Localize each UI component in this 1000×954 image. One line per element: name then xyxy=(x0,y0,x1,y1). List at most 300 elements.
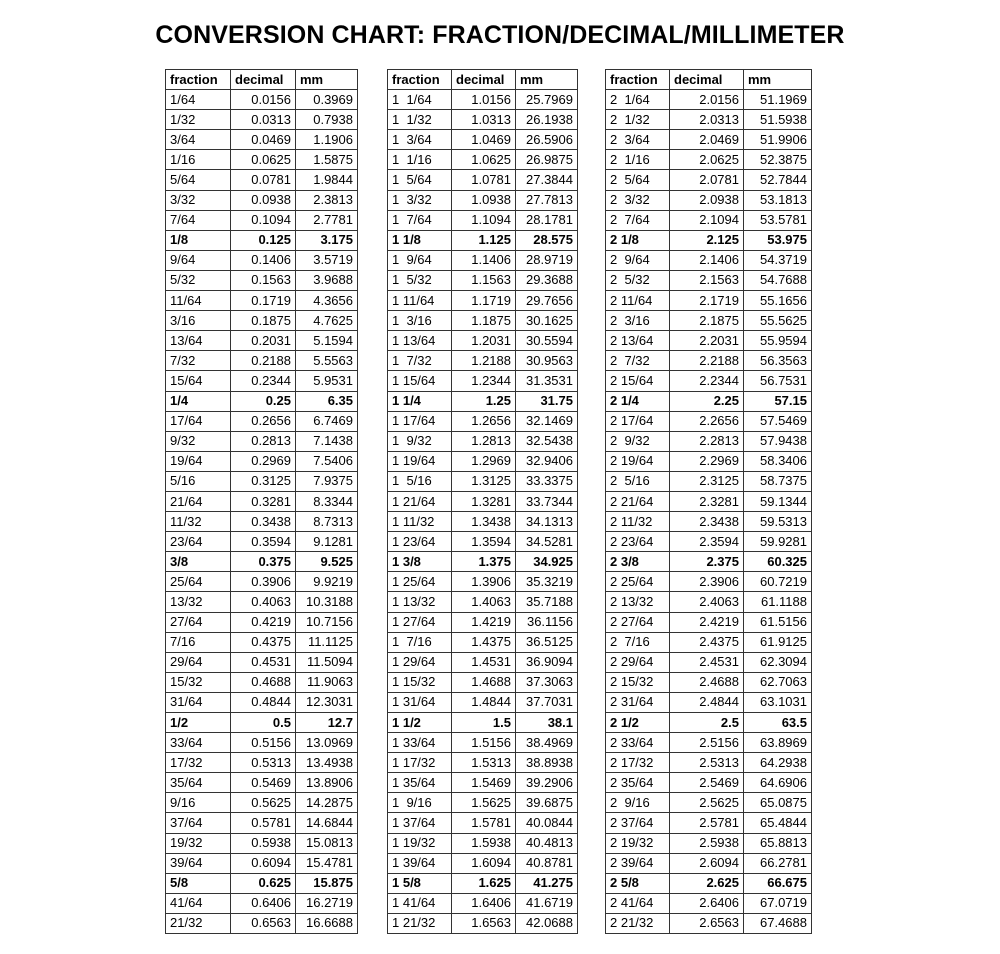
fraction-cell: 1 7/32 xyxy=(388,351,452,371)
decimal-cell: 1.6094 xyxy=(452,853,516,873)
decimal-cell: 1.2813 xyxy=(452,431,516,451)
decimal-cell: 0.3438 xyxy=(231,512,296,532)
column-gap xyxy=(578,351,606,371)
page-title: CONVERSION CHART: FRACTION/DECIMAL/MILLIMETER xyxy=(155,21,845,49)
fraction-cell: 2 1/32 xyxy=(606,110,670,130)
mm-cell: 67.0719 xyxy=(744,893,812,913)
column-gap xyxy=(358,371,388,391)
mm-cell: 16.2719 xyxy=(296,893,358,913)
mm-cell: 51.5938 xyxy=(744,110,812,130)
mm-cell: 3.175 xyxy=(296,230,358,250)
column-gap xyxy=(358,170,388,190)
mm-cell: 13.0969 xyxy=(296,733,358,753)
fraction-cell: 15/32 xyxy=(166,672,231,692)
column-gap xyxy=(358,230,388,250)
mm-cell: 29.7656 xyxy=(516,291,578,311)
column-gap xyxy=(578,913,606,933)
mm-cell: 37.7031 xyxy=(516,692,578,712)
column-gap xyxy=(578,672,606,692)
fraction-cell: 1 9/32 xyxy=(388,431,452,451)
decimal-cell: 2.4844 xyxy=(670,692,744,712)
column-gap xyxy=(578,632,606,652)
mm-cell: 61.1188 xyxy=(744,592,812,612)
fraction-cell: 1/32 xyxy=(166,110,231,130)
mm-cell: 59.9281 xyxy=(744,532,812,552)
mm-cell: 2.3813 xyxy=(296,190,358,210)
mm-cell: 58.3406 xyxy=(744,451,812,471)
decimal-cell: 2.3125 xyxy=(670,471,744,491)
column-gap xyxy=(578,250,606,270)
fraction-cell: 2 5/8 xyxy=(606,873,670,893)
table-row xyxy=(166,592,812,612)
fraction-cell: 3/32 xyxy=(166,190,231,210)
mm-cell: 3.5719 xyxy=(296,250,358,270)
decimal-cell: 0.3281 xyxy=(231,491,296,511)
fraction-cell: 2 9/32 xyxy=(606,431,670,451)
mm-cell: 28.575 xyxy=(516,230,578,250)
fraction-cell: 1 15/32 xyxy=(388,672,452,692)
decimal-cell: 1.2656 xyxy=(452,411,516,431)
decimal-cell: 0.5469 xyxy=(231,773,296,793)
mm-cell: 57.5469 xyxy=(744,411,812,431)
table-row xyxy=(166,331,812,351)
mm-cell: 63.8969 xyxy=(744,733,812,753)
decimal-cell: 1.0781 xyxy=(452,170,516,190)
fraction-cell: 39/64 xyxy=(166,853,231,873)
column-gap xyxy=(358,753,388,773)
table-row xyxy=(166,190,812,210)
decimal-cell: 0.6563 xyxy=(231,913,296,933)
mm-cell: 59.5313 xyxy=(744,512,812,532)
decimal-cell: 2.4063 xyxy=(670,592,744,612)
decimal-cell: 0.5313 xyxy=(231,753,296,773)
mm-cell: 62.7063 xyxy=(744,672,812,692)
column-gap xyxy=(358,572,388,592)
decimal-cell: 0.0313 xyxy=(231,110,296,130)
decimal-cell: 2.2656 xyxy=(670,411,744,431)
decimal-cell: 2.0156 xyxy=(670,90,744,110)
fraction-cell: 1 3/16 xyxy=(388,311,452,331)
decimal-cell: 0.2813 xyxy=(231,431,296,451)
group-3-decimal-header: decimal xyxy=(670,70,744,90)
column-gap xyxy=(578,612,606,632)
mm-cell: 15.0813 xyxy=(296,833,358,853)
fraction-cell: 2 17/64 xyxy=(606,411,670,431)
decimal-cell: 0.25 xyxy=(231,391,296,411)
column-gap xyxy=(578,90,606,110)
decimal-cell: 0.2656 xyxy=(231,411,296,431)
mm-cell: 67.4688 xyxy=(744,913,812,933)
mm-cell: 26.9875 xyxy=(516,150,578,170)
column-gap xyxy=(578,311,606,331)
group-1-fraction-header: fraction xyxy=(166,70,231,90)
mm-cell: 59.1344 xyxy=(744,491,812,511)
decimal-cell: 1.6406 xyxy=(452,893,516,913)
mm-cell: 34.925 xyxy=(516,552,578,572)
table-row xyxy=(166,612,812,632)
fraction-cell: 1 5/16 xyxy=(388,471,452,491)
fraction-cell: 2 25/64 xyxy=(606,572,670,592)
fraction-cell: 1 39/64 xyxy=(388,853,452,873)
decimal-cell: 0.4844 xyxy=(231,692,296,712)
mm-cell: 8.3344 xyxy=(296,491,358,511)
fraction-cell: 1 13/32 xyxy=(388,592,452,612)
mm-cell: 51.1969 xyxy=(744,90,812,110)
mm-cell: 13.4938 xyxy=(296,753,358,773)
fraction-cell: 2 23/64 xyxy=(606,532,670,552)
mm-cell: 3.9688 xyxy=(296,270,358,290)
mm-cell: 6.7469 xyxy=(296,411,358,431)
mm-cell: 25.7969 xyxy=(516,90,578,110)
mm-cell: 55.1656 xyxy=(744,291,812,311)
fraction-cell: 2 1/4 xyxy=(606,391,670,411)
column-gap xyxy=(358,471,388,491)
table-row xyxy=(166,893,812,913)
fraction-cell: 1/8 xyxy=(166,230,231,250)
mm-cell: 42.0688 xyxy=(516,913,578,933)
mm-cell: 4.7625 xyxy=(296,311,358,331)
column-gap xyxy=(578,532,606,552)
mm-cell: 63.5 xyxy=(744,713,812,733)
fraction-cell: 2 1/2 xyxy=(606,713,670,733)
decimal-cell: 0.5625 xyxy=(231,793,296,813)
mm-cell: 5.9531 xyxy=(296,371,358,391)
decimal-cell: 2.0625 xyxy=(670,150,744,170)
mm-cell: 52.7844 xyxy=(744,170,812,190)
decimal-cell: 2.5781 xyxy=(670,813,744,833)
fraction-cell: 1 9/16 xyxy=(388,793,452,813)
decimal-cell: 1.3594 xyxy=(452,532,516,552)
column-gap xyxy=(578,491,606,511)
fraction-cell: 29/64 xyxy=(166,652,231,672)
column-gap xyxy=(578,210,606,230)
column-gap xyxy=(578,230,606,250)
table-row xyxy=(166,371,812,391)
fraction-cell: 1 1/64 xyxy=(388,90,452,110)
mm-cell: 66.2781 xyxy=(744,853,812,873)
mm-cell: 30.9563 xyxy=(516,351,578,371)
column-gap xyxy=(358,733,388,753)
fraction-cell: 2 1/64 xyxy=(606,90,670,110)
mm-cell: 9.525 xyxy=(296,552,358,572)
column-gap xyxy=(358,190,388,210)
column-gap xyxy=(358,793,388,813)
decimal-cell: 2.25 xyxy=(670,391,744,411)
group-2-mm-header: mm xyxy=(516,70,578,90)
fraction-cell: 5/16 xyxy=(166,471,231,491)
fraction-cell: 2 19/32 xyxy=(606,833,670,853)
fraction-cell: 2 3/8 xyxy=(606,552,670,572)
decimal-cell: 2.625 xyxy=(670,873,744,893)
mm-cell: 53.5781 xyxy=(744,210,812,230)
column-gap xyxy=(358,291,388,311)
table-row xyxy=(166,90,812,110)
decimal-cell: 1.25 xyxy=(452,391,516,411)
decimal-cell: 2.6563 xyxy=(670,913,744,933)
column-gap xyxy=(358,512,388,532)
mm-cell: 52.3875 xyxy=(744,150,812,170)
table-row xyxy=(166,170,812,190)
fraction-cell: 17/32 xyxy=(166,753,231,773)
fraction-cell: 2 7/64 xyxy=(606,210,670,230)
decimal-cell: 1.1406 xyxy=(452,250,516,270)
decimal-cell: 2.4375 xyxy=(670,632,744,652)
mm-cell: 29.3688 xyxy=(516,270,578,290)
fraction-cell: 2 13/64 xyxy=(606,331,670,351)
fraction-cell: 25/64 xyxy=(166,572,231,592)
fraction-cell: 2 15/32 xyxy=(606,672,670,692)
decimal-cell: 1.5781 xyxy=(452,813,516,833)
decimal-cell: 1.2969 xyxy=(452,451,516,471)
mm-cell: 7.9375 xyxy=(296,471,358,491)
decimal-cell: 2.375 xyxy=(670,552,744,572)
group-1-mm-header: mm xyxy=(296,70,358,90)
mm-cell: 56.7531 xyxy=(744,371,812,391)
mm-cell: 11.5094 xyxy=(296,652,358,672)
mm-cell: 38.1 xyxy=(516,713,578,733)
decimal-cell: 1.4219 xyxy=(452,612,516,632)
mm-cell: 54.7688 xyxy=(744,270,812,290)
decimal-cell: 1.1563 xyxy=(452,270,516,290)
fraction-cell: 1 29/64 xyxy=(388,652,452,672)
table-row xyxy=(166,813,812,833)
fraction-cell: 1 1/16 xyxy=(388,150,452,170)
fraction-cell: 3/8 xyxy=(166,552,231,572)
column-gap xyxy=(578,793,606,813)
fraction-cell: 2 1/8 xyxy=(606,230,670,250)
mm-cell: 10.7156 xyxy=(296,612,358,632)
mm-cell: 56.3563 xyxy=(744,351,812,371)
decimal-cell: 1.3125 xyxy=(452,471,516,491)
mm-cell: 34.1313 xyxy=(516,512,578,532)
column-gap xyxy=(358,592,388,612)
fraction-cell: 7/32 xyxy=(166,351,231,371)
table-row xyxy=(166,652,812,672)
mm-cell: 26.1938 xyxy=(516,110,578,130)
header-row xyxy=(166,70,812,90)
table-row xyxy=(166,270,812,290)
fraction-cell: 1 3/8 xyxy=(388,552,452,572)
fraction-cell: 9/64 xyxy=(166,250,231,270)
column-gap xyxy=(578,391,606,411)
fraction-cell: 11/64 xyxy=(166,291,231,311)
mm-cell: 2.7781 xyxy=(296,210,358,230)
column-gap xyxy=(578,853,606,873)
mm-cell: 28.1781 xyxy=(516,210,578,230)
decimal-cell: 0.2344 xyxy=(231,371,296,391)
fraction-cell: 11/32 xyxy=(166,512,231,532)
table-row xyxy=(166,471,812,491)
mm-cell: 35.3219 xyxy=(516,572,578,592)
fraction-cell: 1 15/64 xyxy=(388,371,452,391)
fraction-cell: 1 41/64 xyxy=(388,893,452,913)
mm-cell: 30.1625 xyxy=(516,311,578,331)
fraction-cell: 1 5/64 xyxy=(388,170,452,190)
fraction-cell: 1 19/32 xyxy=(388,833,452,853)
group-1-decimal-header: decimal xyxy=(231,70,296,90)
decimal-cell: 0.1719 xyxy=(231,291,296,311)
decimal-cell: 2.5 xyxy=(670,713,744,733)
mm-cell: 11.1125 xyxy=(296,632,358,652)
mm-cell: 1.5875 xyxy=(296,150,358,170)
decimal-cell: 2.4688 xyxy=(670,672,744,692)
mm-cell: 35.7188 xyxy=(516,592,578,612)
decimal-cell: 0.1563 xyxy=(231,270,296,290)
fraction-cell: 1 3/32 xyxy=(388,190,452,210)
fraction-cell: 1 33/64 xyxy=(388,733,452,753)
mm-cell: 60.325 xyxy=(744,552,812,572)
mm-cell: 66.675 xyxy=(744,873,812,893)
table-row xyxy=(166,431,812,451)
decimal-cell: 1.375 xyxy=(452,552,516,572)
decimal-cell: 0.3594 xyxy=(231,532,296,552)
fraction-cell: 2 31/64 xyxy=(606,692,670,712)
table-row xyxy=(166,210,812,230)
fraction-cell: 2 39/64 xyxy=(606,853,670,873)
column-gap xyxy=(578,331,606,351)
column-gap xyxy=(358,90,388,110)
column-gap xyxy=(358,532,388,552)
fraction-cell: 2 21/64 xyxy=(606,491,670,511)
decimal-cell: 2.2813 xyxy=(670,431,744,451)
mm-cell: 64.6906 xyxy=(744,773,812,793)
conversion-table xyxy=(165,69,812,934)
decimal-cell: 1.0625 xyxy=(452,150,516,170)
fraction-cell: 23/64 xyxy=(166,532,231,552)
mm-cell: 1.1906 xyxy=(296,130,358,150)
decimal-cell: 2.2031 xyxy=(670,331,744,351)
mm-cell: 31.3531 xyxy=(516,371,578,391)
decimal-cell: 0.0156 xyxy=(231,90,296,110)
column-gap xyxy=(358,130,388,150)
column-gap xyxy=(358,652,388,672)
mm-cell: 41.275 xyxy=(516,873,578,893)
fraction-cell: 1 23/64 xyxy=(388,532,452,552)
mm-cell: 10.3188 xyxy=(296,592,358,612)
mm-cell: 64.2938 xyxy=(744,753,812,773)
decimal-cell: 0.6094 xyxy=(231,853,296,873)
fraction-cell: 5/32 xyxy=(166,270,231,290)
mm-cell: 28.9719 xyxy=(516,250,578,270)
column-gap xyxy=(578,150,606,170)
fraction-cell: 1 1/4 xyxy=(388,391,452,411)
group-2-fraction-header: fraction xyxy=(388,70,452,90)
mm-cell: 65.0875 xyxy=(744,793,812,813)
mm-cell: 11.9063 xyxy=(296,672,358,692)
column-gap xyxy=(358,893,388,913)
mm-cell: 54.3719 xyxy=(744,250,812,270)
fraction-cell: 2 11/32 xyxy=(606,512,670,532)
column-gap xyxy=(358,70,388,90)
table-row xyxy=(166,913,812,933)
mm-cell: 5.5563 xyxy=(296,351,358,371)
fraction-cell: 7/64 xyxy=(166,210,231,230)
column-gap xyxy=(578,873,606,893)
mm-cell: 36.5125 xyxy=(516,632,578,652)
mm-cell: 6.35 xyxy=(296,391,358,411)
mm-cell: 27.3844 xyxy=(516,170,578,190)
decimal-cell: 0.5938 xyxy=(231,833,296,853)
fraction-cell: 2 19/64 xyxy=(606,451,670,471)
mm-cell: 38.8938 xyxy=(516,753,578,773)
table-row xyxy=(166,632,812,652)
decimal-cell: 2.4531 xyxy=(670,652,744,672)
table-row xyxy=(166,692,812,712)
decimal-cell: 0.0938 xyxy=(231,190,296,210)
decimal-cell: 0.5781 xyxy=(231,813,296,833)
table-row xyxy=(166,491,812,511)
decimal-cell: 2.5469 xyxy=(670,773,744,793)
column-gap xyxy=(358,773,388,793)
fraction-cell: 1 13/64 xyxy=(388,331,452,351)
fraction-cell: 19/64 xyxy=(166,451,231,471)
mm-cell: 53.1813 xyxy=(744,190,812,210)
table-row-major xyxy=(166,391,812,411)
fraction-cell: 7/16 xyxy=(166,632,231,652)
fraction-cell: 1 1/8 xyxy=(388,230,452,250)
column-gap xyxy=(578,170,606,190)
decimal-cell: 0.0781 xyxy=(231,170,296,190)
fraction-cell: 13/32 xyxy=(166,592,231,612)
decimal-cell: 0.4063 xyxy=(231,592,296,612)
decimal-cell: 1.5156 xyxy=(452,733,516,753)
fraction-cell: 1 11/32 xyxy=(388,512,452,532)
fraction-cell: 2 3/64 xyxy=(606,130,670,150)
column-gap xyxy=(578,652,606,672)
decimal-cell: 1.4844 xyxy=(452,692,516,712)
mm-cell: 36.9094 xyxy=(516,652,578,672)
fraction-cell: 9/32 xyxy=(166,431,231,451)
mm-cell: 65.8813 xyxy=(744,833,812,853)
decimal-cell: 2.0469 xyxy=(670,130,744,150)
column-gap xyxy=(578,451,606,471)
column-gap xyxy=(358,632,388,652)
column-gap xyxy=(358,331,388,351)
decimal-cell: 1.1719 xyxy=(452,291,516,311)
table-row xyxy=(166,411,812,431)
mm-cell: 30.5594 xyxy=(516,331,578,351)
column-gap xyxy=(578,431,606,451)
fraction-cell: 1 1/2 xyxy=(388,713,452,733)
column-gap xyxy=(578,110,606,130)
fraction-cell: 5/8 xyxy=(166,873,231,893)
mm-cell: 55.9594 xyxy=(744,331,812,351)
column-gap xyxy=(578,773,606,793)
fraction-cell: 2 9/64 xyxy=(606,250,670,270)
fraction-cell: 2 5/64 xyxy=(606,170,670,190)
fraction-cell: 1 35/64 xyxy=(388,773,452,793)
fraction-cell: 17/64 xyxy=(166,411,231,431)
column-gap xyxy=(358,411,388,431)
decimal-cell: 0.4219 xyxy=(231,612,296,632)
decimal-cell: 2.3438 xyxy=(670,512,744,532)
fraction-cell: 2 5/32 xyxy=(606,270,670,290)
fraction-cell: 41/64 xyxy=(166,893,231,913)
decimal-cell: 0.1406 xyxy=(231,250,296,270)
fraction-cell: 21/64 xyxy=(166,491,231,511)
group-2-decimal-header: decimal xyxy=(452,70,516,90)
table-row xyxy=(166,311,812,331)
column-gap xyxy=(578,552,606,572)
column-gap xyxy=(578,291,606,311)
fraction-cell: 2 17/32 xyxy=(606,753,670,773)
mm-cell: 0.7938 xyxy=(296,110,358,130)
mm-cell: 37.3063 xyxy=(516,672,578,692)
fraction-cell: 15/64 xyxy=(166,371,231,391)
decimal-cell: 1.5313 xyxy=(452,753,516,773)
mm-cell: 61.9125 xyxy=(744,632,812,652)
column-gap xyxy=(358,612,388,632)
